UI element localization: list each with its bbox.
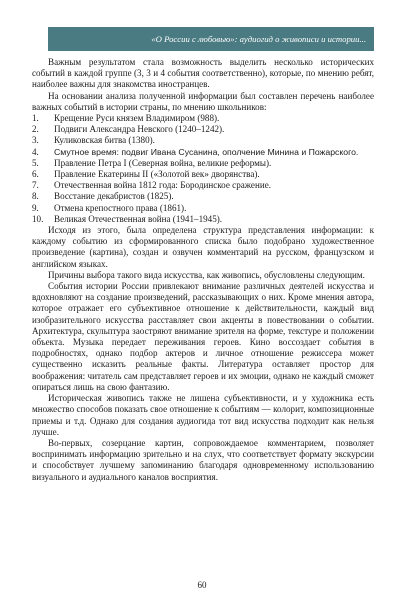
list-number: 8. [32, 191, 39, 202]
list-item-text: Отмена крепостного права (1861). [54, 202, 187, 213]
list-item [32, 214, 374, 225]
list-item-text: Крещение Руси князем Владимиром (988). [54, 113, 220, 124]
paragraph: Важным результатом стала возможность выделить несколько исторических событий в каждой группе (3, 3 и 4 события соответственно), которые, по мнению ребят, наиболее важны для знакомства иностранцев. [32, 57, 374, 90]
list-number: 6. [32, 169, 39, 180]
running-header-title: «О России с любовью»: аудиогид о живописи и истории... [151, 34, 366, 44]
paragraph: Историческая живопись также не лишена субъективности, и у художника есть множество способов показать свое отношение к событиям — колорит, композиционные приемы и т.д. Однако для создания аудиогида тот вид искусства подходит как нельзя лучше. [32, 393, 374, 437]
list-item [32, 124, 374, 135]
list-item [32, 191, 374, 202]
page-body [32, 57, 374, 483]
events-list [32, 113, 374, 225]
list-item-text: Смутное время: подвиг Ивана Сусанина, ополчение Минина и Пожарского. [54, 146, 359, 157]
paragraph: Во-первых, созерцание картин, сопровождаемое комментарием, позволяет воспринимать информацию зрительно и на слух, что соответствует формату экскурсии и способствует лучшему запоминанию благодаря одновременному использованию визуального и аудиального каналов восприятия. [32, 437, 374, 482]
list-number: 1. [32, 113, 39, 124]
list-item-text: Восстание декабристов (1825). [54, 191, 174, 202]
list-number: 2. [32, 124, 39, 135]
list-item [32, 180, 374, 191]
list-item [32, 203, 374, 214]
list-item-text: Великая Отечественная война (1941–1945). [54, 213, 223, 224]
list-item-text: Куликовская битва (1380). [54, 135, 155, 146]
list-number: 7. [32, 180, 39, 191]
paragraph: События истории России привлекают внимание различных деятелей искусства и вдохновляют на создание произведений, рассказывающих о них. Кроме мнения автора, которое отражает его субъективное отношение к действительности, каждый вид изобразительного искусства расставляет свои акценты в повествовании о событии. Архитектура, скульптура заостряют внимание зрителя на форме, текстуре и положении объекта. Музыка передает переживания героев. Кино воссоздает события в подробностях, однако подбор актеров и личное отношение режиссера может существенно исказить реальные факты. Литература оставляет простор для воображения: читатель сам представляет героев и их эмоции, однако не каждый сможет опираться лишь на свою фантазию. [32, 281, 374, 392]
list-item-text: Отечественная война 1812 года: Бородинское сражение. [54, 180, 272, 191]
list-item [32, 113, 374, 124]
list-item [32, 169, 374, 180]
list-item [32, 135, 374, 146]
page-number: 60 [197, 580, 207, 590]
running-header-bar [48, 27, 374, 51]
paragraph: На основании анализа полученной информации был составлен перечень наиболее важных событий в истории страны, по мнению школьников: [32, 90, 374, 112]
list-number: 3. [32, 135, 39, 146]
list-number: 9. [32, 202, 39, 213]
paragraph: Причины выбора такого вида искусства, как живопись, обусловлены следующим. [48, 269, 365, 280]
list-number: 10. [32, 213, 44, 224]
list-number: 5. [32, 157, 39, 168]
list-item-text: Подвиги Александра Невского (1240–1242). [54, 124, 225, 135]
list-item-text: Правление Петра I (Северная война, великие реформы). [54, 157, 272, 168]
list-item [32, 147, 374, 158]
list-item-text: Правление Екатерины II («Золотой век» дворянства). [54, 169, 260, 180]
list-number: 4. [32, 146, 39, 157]
list-item [32, 158, 374, 169]
paragraph: Исходя из этого, была определена структура представления информации: к каждому событию из сформированного списка было подобрано художественное произведение (картина), создан и озвучен комментарий на русском, французском и английском языках. [32, 225, 374, 269]
